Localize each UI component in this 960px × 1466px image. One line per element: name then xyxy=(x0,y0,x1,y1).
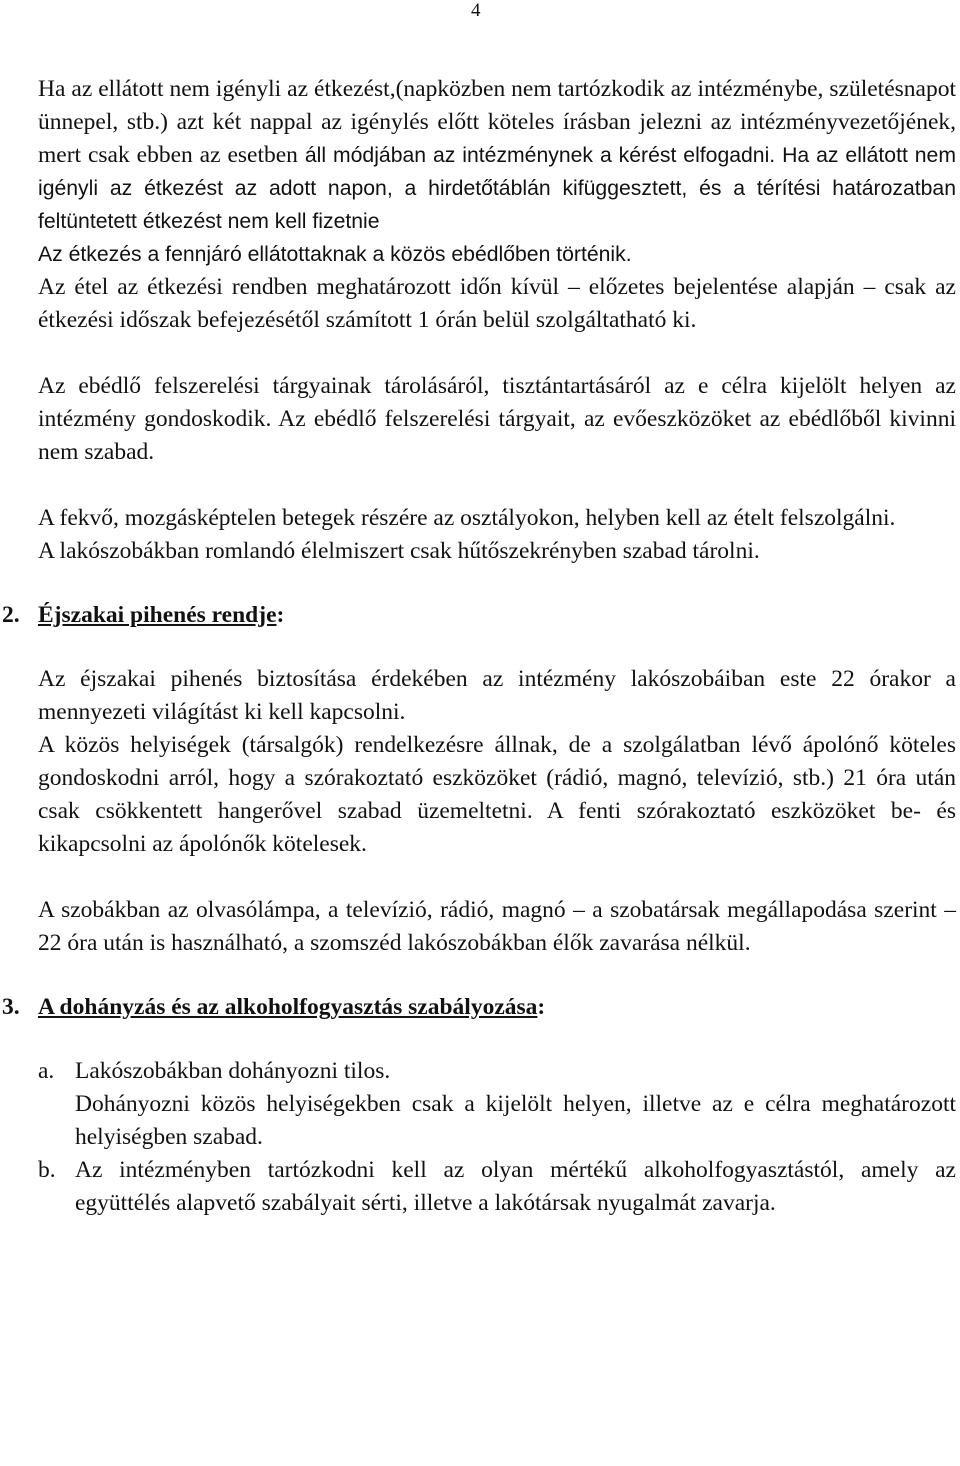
section-2-heading xyxy=(2,599,956,632)
meals-paragraph-1-serif: Ha az ellátott nem igényli az étkezést,(napközben nem tartózkodik az intézménybe, születésnapot ünnepel, stb.) azt két nappal az igénylés előtt köteles írásban jelezni az intézményvezetőjének, mert csak ebben az esetben xyxy=(38,76,956,168)
meals-paragraph-2: Az étel az étkezési rendben meghatározott időn kívül – előzetes bejelentése alapján – csak az étkezési időszak befejezésétől számított 1 órán belül szolgáltatható ki. xyxy=(38,274,956,333)
list-item-b-line-1: Az intézményben tartózkodni kell az olyan mértékű alkoholfogyasztástól, amely az együttélés alapvető szabályait sérti, illetve a lakótársak nyugalmát zavarja. xyxy=(75,1157,956,1216)
section-3-heading xyxy=(2,991,956,1024)
list-item-a xyxy=(38,1055,956,1154)
meals-paragraph-1 xyxy=(38,73,956,238)
section-2-number: 2. xyxy=(2,602,20,628)
list-item-a-line-2: Dohányozni közös helyiségekben csak a kijelölt helyen, illetve az e célra meghatározott helyiségben szabad. xyxy=(75,1091,956,1150)
page-number: 4 xyxy=(471,0,481,21)
section-2-title: Éjszakai pihenés rendje xyxy=(38,602,277,628)
section-2-paragraph-3: A szobákban az olvasólámpa, a televízió, rádió, magnó – a szobatársak megállapodása szerint – 22 óra után is használható, a szomszéd lakószobákban élők zavarása nélkül. xyxy=(38,897,956,956)
meals-paragraph-1-sans: áll módjában az intézménynek a kérést elfogadni. Ha az ellátott nem igényli az étkezést az adott napon, a hirdetőtáblán kifüggesztett, és a térítési határozatban feltüntetett étkezést nem kell fizetnie xyxy=(38,144,956,233)
list-item-b xyxy=(38,1154,956,1220)
section-2-paragraph-2: A közös helyiségek (társalgók) rendelkezésre állnak, de a szolgálatban lévő ápolónő köteles gondoskodni arról, hogy a szórakoztató eszközöket (rádió, magnó, televízió, stb.) 21 óra után csak csökkentett hangerővel szabad üzemeltetni. A fenti szórakoztató eszközöket be- és kikapcsolni az ápolónők kötelesek. xyxy=(38,732,956,857)
document-body xyxy=(2,73,956,1220)
list-item-a-line-1: Lakószobákban dohányozni tilos. xyxy=(75,1058,391,1084)
section-2-colon: : xyxy=(276,602,285,628)
list-marker-b: b. xyxy=(38,1157,56,1183)
section-2-paragraph-1: Az éjszakai pihenés biztosítása érdekében az intézmény lakószobáiban este 22 órakor a mennyezeti világítást ki kell kapcsolni. xyxy=(38,666,956,725)
list-marker-a: a. xyxy=(38,1058,55,1084)
meals-paragraph-3: Az ebédlő felszerelési tárgyainak tárolásáról, tisztántartásáról az e célra kijelölt helyen az intézmény gondoskodik. Az ebédlő felszerelési tárgyait, az evőeszközöket az ebédlőből kivinni nem szabad. xyxy=(38,373,956,465)
meals-paragraph-5: A lakószobákban romlandó élelmiszert csak hűtőszekrényben szabad tárolni. xyxy=(38,538,760,564)
meals-dining-room-line: Az étkezés a fennjáró ellátottaknak a közös ebédlőben történik. xyxy=(38,243,632,266)
section-3-colon: : xyxy=(537,994,546,1020)
meals-paragraph-4: A fekvő, mozgásképtelen betegek részére az osztályokon, helyben kell az ételt felszolgálni. xyxy=(38,505,896,531)
section-3-title: A dohányzás és az alkoholfogyasztás szabályozása xyxy=(38,994,538,1020)
section-3-number: 3. xyxy=(2,994,20,1020)
